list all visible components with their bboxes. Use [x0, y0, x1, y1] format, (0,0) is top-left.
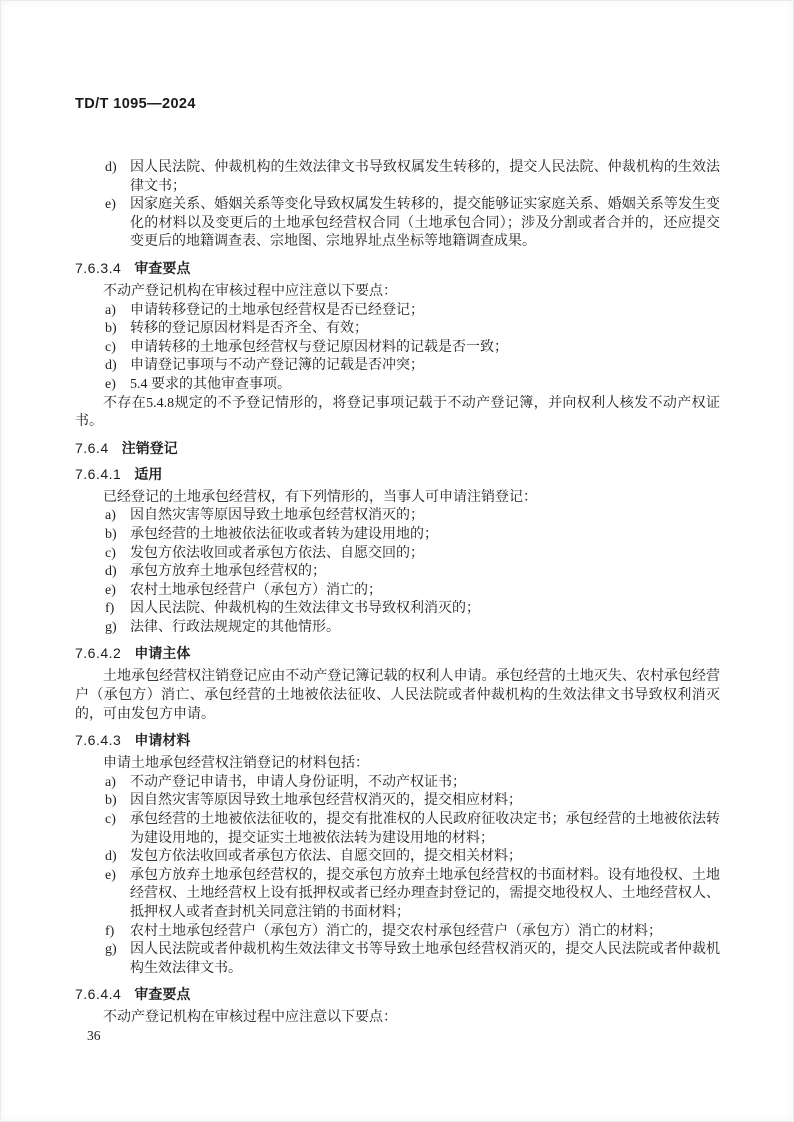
list-item-text: 因家庭关系、婚姻关系等变化导致权属发生转移的，提交能够证实家庭关系、婚姻关系等发生变化的材料以及变更后的土地承包经营权合同（土地承包合同）；涉及分割或者合并的，还应提交变更后的地籍调查表、宗地图、宗地界址点坐标等地籍调查成果。 [130, 197, 720, 250]
list-item [75, 867, 720, 923]
list-cancellation-situations [75, 507, 720, 637]
section-title: 申请主体 [134, 645, 191, 662]
list-item-text: 承包经营的土地被依法征收或者转为建设用地的； [130, 526, 438, 542]
list-item-label: d) [105, 160, 117, 175]
list-item-label: g) [105, 942, 117, 958]
list-item [75, 507, 720, 526]
page-content [75, 159, 720, 1028]
list-item-label: b) [105, 793, 117, 809]
paragraph-7.6.4.2-body: 土地承包经营权注销登记应由不动产登记簿记载的权利人申请。承包经营的土地灭失、农村承包经营户（承包方）消亡、承包经营的土地被依法征收、人民法院或者仲裁机构的生效法律文书导致权利消灭的，可由发包方申请。 [75, 669, 720, 722]
list-item [75, 774, 720, 793]
list-item-label: a) [105, 774, 116, 790]
list-item [75, 320, 720, 339]
list-item-label: f) [105, 601, 115, 617]
list-item [75, 563, 720, 582]
list-item-label: c) [105, 545, 116, 561]
list-item-text: 转移的登记原因材料是否齐全、有效； [130, 321, 368, 337]
list-item-label: e) [105, 376, 116, 392]
list-item-label: a) [105, 508, 116, 524]
paragraph-7.6.3.4-closing: 不存在5.4.8规定的不予登记情形的，将登记事项记载于不动产登记簿，并向权利人核发不动产权证书。 [75, 395, 720, 430]
section-heading-7.6.4 [75, 439, 720, 458]
list-item-text: 承包方放弃土地承包经营权的； [130, 564, 326, 580]
list-item-text: 农村土地承包经营户（承包方）消亡的，提交农村承包经营户（承包方）消亡的材料； [130, 923, 662, 939]
section-title: 审查要点 [134, 259, 191, 276]
list-item-label: e) [105, 582, 116, 598]
standard-code: TD/T 1095—2024 [75, 96, 196, 112]
section-number: 7.6.4.2 [75, 645, 122, 662]
list-cancellation-materials [75, 774, 720, 979]
section-title: 适用 [134, 465, 163, 482]
section-heading-7.6.4.2 [75, 644, 720, 663]
list-item-label: d) [105, 358, 117, 374]
list-item [75, 848, 720, 867]
list-item-label: f) [105, 923, 115, 939]
list-item [75, 600, 720, 619]
list-item-label: c) [105, 812, 116, 828]
list-item [75, 159, 720, 196]
list-item-label: g) [105, 619, 117, 635]
list-item-text: 承包经营的土地被依法征收的，提交有批准权的人民政府征收决定书；承包经营的土地被依法转为建设用地的，提交证实土地被依法转为建设用地的材料； [130, 812, 720, 846]
list-item [75, 302, 720, 321]
list-item-text: 因人民法院、仲裁机构的生效法律文书导致权利消灭的； [130, 601, 480, 617]
list-item [75, 376, 720, 395]
list-item-text: 发包方依法收回或者承包方依法、自愿交回的，提交相关材料； [130, 849, 522, 865]
list-item-label: b) [105, 321, 117, 337]
section-number: 7.6.4.3 [75, 732, 122, 749]
list-item-label: d) [105, 849, 117, 865]
list-item-label: e) [105, 197, 116, 213]
section-number: 7.6.4.1 [75, 465, 122, 482]
list-item [75, 357, 720, 376]
paragraph-7.6.3.4-intro: 不动产登记机构在审核过程中应注意以下要点： [103, 283, 397, 299]
list-item [75, 196, 720, 252]
list-review-points-transfer [75, 302, 720, 395]
list-item-text: 承包方放弃土地承包经营权的，提交承包方放弃土地承包经营权的书面材料。设有地役权、土地经营权、土地经营权上设有抵押权或者已经办理查封登记的，需提交地役权人、土地经营权人、抵押权人或者查封机关同意注销的书面材料； [130, 867, 720, 920]
list-item-label: a) [105, 302, 116, 318]
list-item-text: 申请转移的土地承包经营权与登记原因材料的记载是否一致； [130, 339, 508, 355]
section-title: 注销登记 [121, 439, 178, 456]
list-item [75, 526, 720, 545]
list-item [75, 545, 720, 564]
section-number: 7.6.4 [75, 439, 109, 456]
list-item-text: 因人民法院或者仲裁机构生效法律文书等导致土地承包经营权消灭的，提交人民法院或者仲裁机构生效法律文书。 [130, 942, 720, 976]
list-item [75, 582, 720, 601]
list-item-label: b) [105, 526, 117, 542]
list-item-text: 法律、行政法规规定的其他情形。 [130, 619, 340, 635]
list-item-text: 农村土地承包经营户（承包方）消亡的； [130, 582, 382, 598]
paragraph-7.6.4.4-intro: 不动产登记机构在审核过程中应注意以下要点： [103, 1010, 397, 1026]
list-item-text: 因人民法院、仲裁机构的生效法律文书导致权属发生转移的，提交人民法院、仲裁机构的生效法律文书； [130, 160, 720, 194]
list-item-label: d) [105, 564, 117, 580]
list-item [75, 792, 720, 811]
list-item-text: 5.4 要求的其他审查事项。 [130, 376, 291, 392]
paragraph-7.6.4.3-intro: 申请土地承包经营权注销登记的材料包括： [103, 756, 369, 772]
list-item-text: 发包方依法收回或者承包方依法、自愿交回的； [130, 545, 424, 561]
list-item-text: 申请登记事项与不动产登记簿的记载是否冲突； [130, 358, 424, 374]
section-number: 7.6.3.4 [75, 259, 122, 276]
list-item-label: c) [105, 339, 116, 355]
section-number: 7.6.4.4 [75, 986, 122, 1003]
list-item-text: 申请转移登记的土地承包经营权是否已经登记； [130, 302, 424, 318]
section-heading-7.6.4.1 [75, 465, 720, 484]
list-transfer-materials-continued [75, 159, 720, 252]
list-item-text: 因自然灾害等原因导致土地承包经营权消灭的； [130, 508, 424, 524]
section-heading-7.6.4.4 [75, 985, 720, 1004]
list-item-label: e) [105, 867, 116, 883]
list-item [75, 619, 720, 638]
section-title: 申请材料 [134, 732, 191, 749]
section-title: 审查要点 [134, 986, 191, 1003]
list-item [75, 941, 720, 978]
list-item-text: 因自然灾害等原因导致土地承包经营权消灭的，提交相应材料； [130, 793, 522, 809]
section-heading-7.6.4.3 [75, 731, 720, 750]
list-item [75, 811, 720, 848]
paragraph-7.6.4.1-intro: 已经登记的土地承包经营权，有下列情形的，当事人可申请注销登记： [103, 489, 537, 505]
section-heading-7.6.3.4 [75, 259, 720, 278]
page-number: 36 [87, 1028, 101, 1043]
list-item-text: 不动产登记申请书，申请人身份证明，不动产权证书； [130, 774, 466, 790]
list-item [75, 339, 720, 358]
list-item [75, 923, 720, 942]
